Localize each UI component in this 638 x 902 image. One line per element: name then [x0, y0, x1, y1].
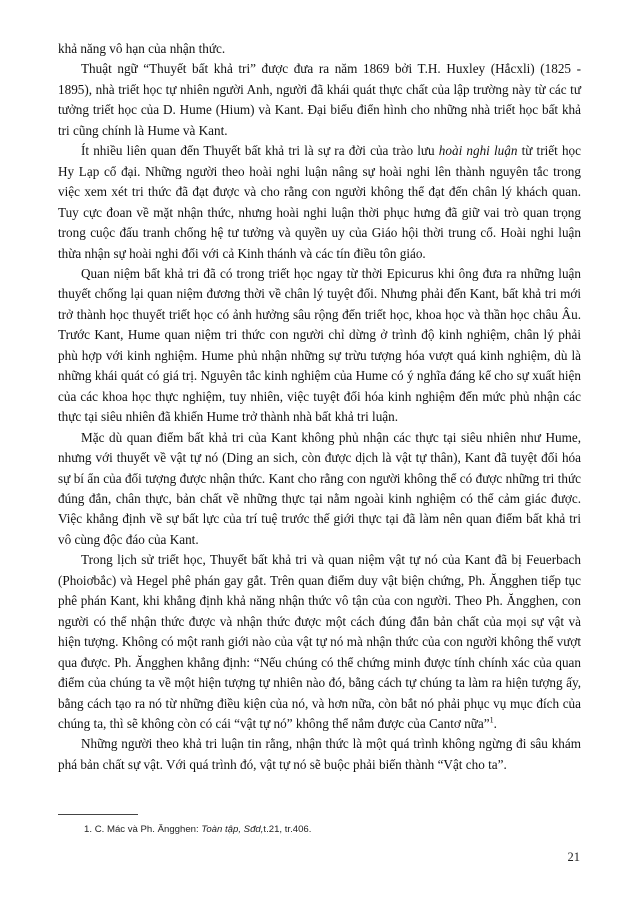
paragraph	[58, 264, 581, 428]
paragraph	[58, 428, 581, 551]
body-text	[58, 39, 581, 775]
paragraph	[58, 59, 581, 141]
footnote-authors: C. Mác và Ph. Ăngghen:	[94, 824, 199, 835]
paragraph	[58, 39, 581, 59]
footnote-divider	[58, 814, 138, 815]
text-run: .	[493, 715, 497, 731]
text-run: Mặc dù quan điểm bất khả tri của Kant không phủ nhận các thực tại siêu nhiên như Hume, nhưng với thuyết về vật tự nó (Ding an sich, còn được dịch là vật tự thân), Kant đã tuyệt đối hóa sự bí ẩn của đối tượng được nhận thức. Kant cho rằng con người không thể có được những tri thức đúng đắn, chân thực, bản chất về những thực tại nằm ngoài kinh nghiệm có thể cảm giác được. Việc khẳng định về sự bất lực của trí tuệ trước thế giới thực tại đã làm nên quan điểm bất khả tri vô cùng độc đáo của Kant.	[58, 429, 581, 547]
paragraph	[58, 550, 581, 734]
text-run: Trong lịch sử triết học, Thuyết bất khả tri và quan niệm vật tự nó của Kant đã bị Feuerbach (Phoiơbắc) và Hegel phê phán gay gắt. Trên quan điểm duy vật biện chứng, Ph. Ăngghen tiếp tục phê phán Kant, khi khẳng định khả năng nhận thức vô tận của con người. Theo Ph. Ăngghen, con người có thể nhận thức được và nhận thức được một cách đúng đắn bản chất của mọi sự vật và hiện tượng. Không có một ranh giới nào của vật tự nó mà nhận thức của con người không thể vượt qua được. Ph. Ăngghen khẳng định: “Nếu chúng có thể chứng minh được tính chính xác của quan điểm của chúng ta về một hiện tượng tự nhiên nào đó, bằng cách tự chúng ta làm ra hiện tượng ấy, bằng cách tạo ra nó từ những điều kiện của nó, và hơn nữa, còn bắt nó phải phục vụ mục đích của chúng ta, thì sẽ không còn có cái “vật tự nó” không thể nắm được của Cantơ nữa”	[58, 552, 581, 731]
text-run: khả năng vô hạn của nhận thức.	[58, 41, 226, 56]
footnote-number: 1.	[84, 824, 93, 835]
paragraph	[58, 141, 581, 264]
text-run: Quan niệm bất khả tri đã có trong triết học ngay từ thời Epicurus khi ông đưa ra những luận thuyết chống lại quan niệm đương thời về chân lý tuyệt đối. Nhưng phải đến Kant, bất khả tri mới trở thành học thuyết triết học có ảnh hưởng sâu rộng đến triết học, khoa học và thần học châu Âu. Trước Kant, Hume quan niệm tri thức con người chỉ dừng ở trình độ kinh nghiệm, chân lý phải phù hợp với kinh nghiệm. Hume phủ nhận những sự trừu tượng hóa vượt quá kinh nghiệm, dù là những khái quát có giá trị. Nguyên tắc kinh nghiệm của Hume có ý nghĩa đáng kể cho sự xuất hiện của các khoa học thực nghiệm, tuy nhiên, việc tuyệt đối hóa kinh nghiệm đến mức phủ nhận các thực tại siêu nhiên đã khiến Hume trở thành nhà bất khả tri luận.	[58, 265, 581, 425]
emphasis-text: hoài nghi luận	[438, 143, 518, 159]
footnote-marker: 1	[489, 715, 494, 725]
page-number: 21	[567, 850, 580, 864]
footnote	[84, 823, 564, 836]
text-run: Những người theo khả tri luận tin rằng, nhận thức là một quá trình không ngừng đi sâu khám phá bản chất sự vật. Với quá trình đó, vật tự nó sẽ buộc phải biến thành “Vật cho ta”.	[58, 736, 581, 772]
text-run: từ triết học Hy Lạp cổ đại. Những người theo hoài nghi luận nâng sự hoài nghi lên thành nguyên tắc trong việc xem xét tri thức đã đạt được và cho rằng con người không thể đạt đến chân lý khách quan. Tuy cực đoan về mặt nhận thức, nhưng hoài nghi luận thời phục hưng đã giữ vai trò quan trọng trong cuộc đấu tranh chống hệ tư tưởng và quyền uy của Giáo hội thời trung cổ. Hoài nghi luận thừa nhận sự hoài nghi đối với cả Kinh thánh và các tín điều tôn giáo.	[58, 143, 581, 261]
footnote-ref: t.21, tr.406.	[263, 824, 312, 835]
footnote-title: Toàn tập, Sđd,	[201, 824, 264, 835]
text-run: Ít nhiều liên quan đến Thuyết bất khả tri là sự ra đời của trào lưu	[81, 143, 439, 159]
paragraph	[58, 734, 581, 775]
text-run: Thuật ngữ “Thuyết bất khả tri” được đưa ra năm 1869 bởi T.H. Huxley (Hắcxli) (1825 - 1895), nhà triết học tự nhiên người Anh, người đã khái quát thực chất của lập trường này từ các tư tưởng triết học của D. Hume (Hium) và Kant. Đại biểu điển hình cho những nhà triết học bất khả tri cũng chính là Hume và Kant.	[58, 61, 581, 138]
